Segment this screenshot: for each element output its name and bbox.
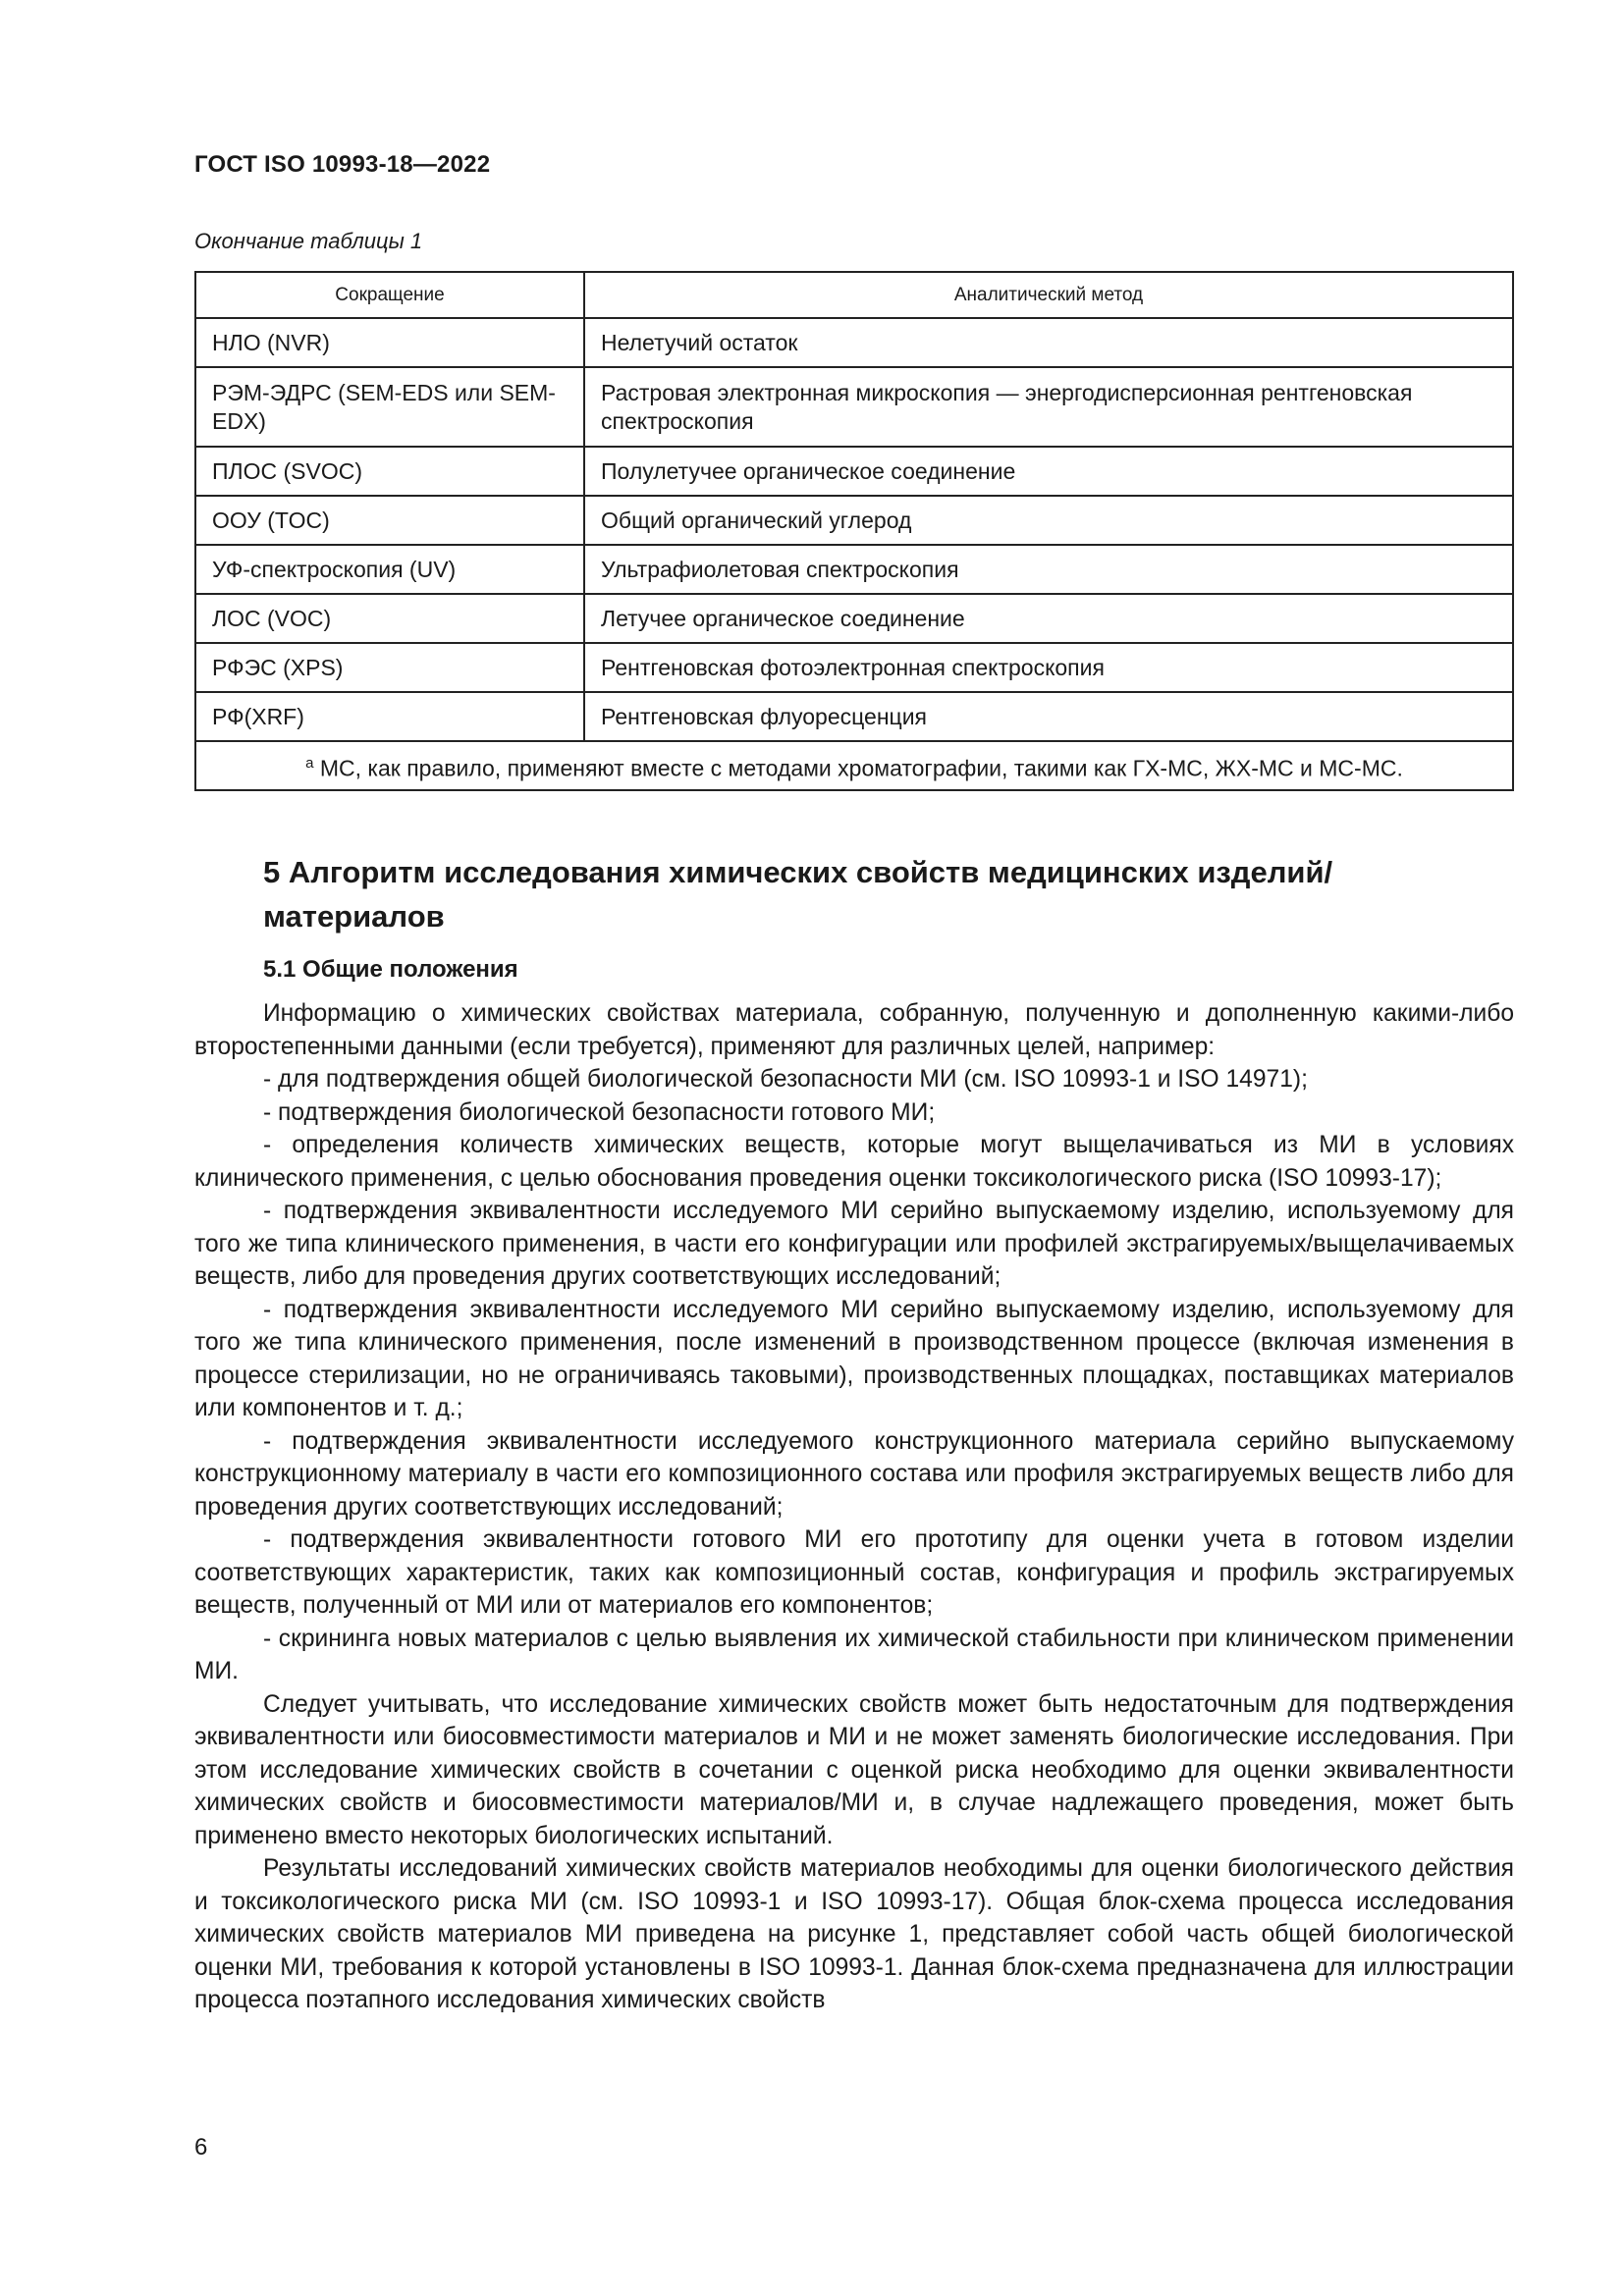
abbreviation-cell: РФЭС (XPS) [195,643,584,692]
table-header-row [195,272,1513,318]
section-title: 5 Алгоритм исследования химических свойств медицинских изделий/ материалов [263,855,1333,934]
method-cell: Рентгеновская флуоресценция [584,692,1513,741]
list-item: - подтверждения биологической безопасности готового МИ; [263,1098,936,1126]
method-cell: Летучее органическое соединение [584,594,1513,643]
list-item: - подтверждения эквивалентности исследуемого конструкционного материала серийно выпускаемому конструкционному материалу в части его композиционного состава или профиля экстрагируемых веществ либо для проведения других соответствующих исследований; [194,1427,1514,1521]
abbreviations-table [194,271,1514,791]
paragraph: Следует учитывать, что исследование химических свойств может быть недостаточным для подтверждения эквивалентности или биосовместимости материалов и МИ и не может заменять биологические исследования. При этом исследование химических свойств в сочетании с оценкой риска необходимо для оценки эквивалентности химических свойств и биосовместимости материалов/МИ и, в случае надлежащего проведения, может быть применено вместо некоторых биологических испытаний. [194,1690,1514,1849]
table-row [195,496,1513,545]
table-row [195,692,1513,741]
method-cell: Полулетучее органическое соединение [584,447,1513,496]
abbreviation-cell: ООУ (TOC) [195,496,584,545]
subsection-title: 5.1 Общие положения [263,956,518,983]
list-item: - подтверждения эквивалентности исследуемого МИ серийно выпускаемому изделию, используемому для того же типа клинического применения, после изменений в производственном процессе (включая изменения в процессе стерилизации, но не ограничиваясь таковыми), производственных площадках, поставщиках материалов или компонентов и т. д.; [194,1296,1514,1421]
table-caption: Окончание таблицы 1 [194,229,423,253]
abbreviation-cell: ЛОС (VOC) [195,594,584,643]
table-row [195,367,1513,447]
list-item: - подтверждения эквивалентности готового МИ его прототипу для оценки учета в готовом изделии соответствующих характеристик, таких как композиционный состав, конфигурация и профиль экстрагируемых веществ, полученный от МИ или от материалов его компонентов; [194,1526,1514,1619]
column-header: Аналитический метод [584,272,1513,318]
list-item: - для подтверждения общей биологической безопасности МИ (см. ISO 10993-1 и ISO 14971); [263,1066,1308,1093]
method-cell: Общий органический углерод [584,496,1513,545]
document-header: ГОСТ ISO 10993-18—2022 [194,151,491,178]
list-item: - подтверждения эквивалентности исследуемого МИ серийно выпускаемому изделию, используемому для того же типа клинического применения, в части его конфигурации или профилей экстрагируемых/выщелачиваемых веществ, либо для проведения других соответствующих исследований; [194,1198,1514,1290]
table-footnote-row [195,741,1513,790]
paragraph: Информацию о химических свойствах материала, собранную, полученную и дополненную какими-либо второстепенными данными (если требуется), применяют для различных целей, например: [194,1000,1514,1060]
list-item: - скрининга новых материалов с целью выявления их химической стабильности при клиническом применении МИ. [194,1625,1514,1684]
abbreviation-cell: НЛО (NVR) [195,318,584,367]
table-footnote [195,741,1513,790]
body-text [194,997,1514,2017]
abbreviation-cell: РЭМ-ЭДРС (SEM-EDS или SEM-EDX) [195,367,584,447]
table-row [195,447,1513,496]
method-cell: Растровая электронная микроскопия — энергодисперсионная рентгеновская спектроскопия [584,367,1513,447]
column-header: Сокращение [195,272,584,318]
table-row [195,594,1513,643]
table-row [195,545,1513,594]
page-number: 6 [194,2134,208,2161]
table-row [195,318,1513,367]
footnote-text: МС, как правило, применяют вместе с методами хроматографии, такими как ГХ-МС, ЖХ-МС и МС-МС. [313,755,1403,781]
method-cell: Нелетучий остаток [584,318,1513,367]
abbreviation-cell: РФ(XRF) [195,692,584,741]
method-cell: Ультрафиолетовая спектроскопия [584,545,1513,594]
abbreviation-cell: УФ-спектроскопия (UV) [195,545,584,594]
abbreviation-cell: ПЛОС (SVOC) [195,447,584,496]
table-row [195,643,1513,692]
paragraph: Результаты исследований химических свойств материалов необходимы для оценки биологического действия и токсикологического риска МИ (см. ISO 10993-1 и ISO 10993-17). Общая блок-схема процесса исследования химических свойств материалов МИ приведена на рисунке 1, представляет собой часть общей биологической оценки МИ, требования к которой установлены в ISO 10993-1. Данная блок-схема предназначена для иллюстрации процесса поэтапного исследования химических свойств [194,1855,1514,2013]
list-item: - определения количеств химических веществ, которые могут выщелачиваться из МИ в условиях клинического применения, с целью обоснования проведения оценки токсикологического риска (ISO 10993-17); [194,1132,1514,1192]
footnote-mark: а [305,754,314,772]
method-cell: Рентгеновская фотоэлектронная спектроскопия [584,643,1513,692]
